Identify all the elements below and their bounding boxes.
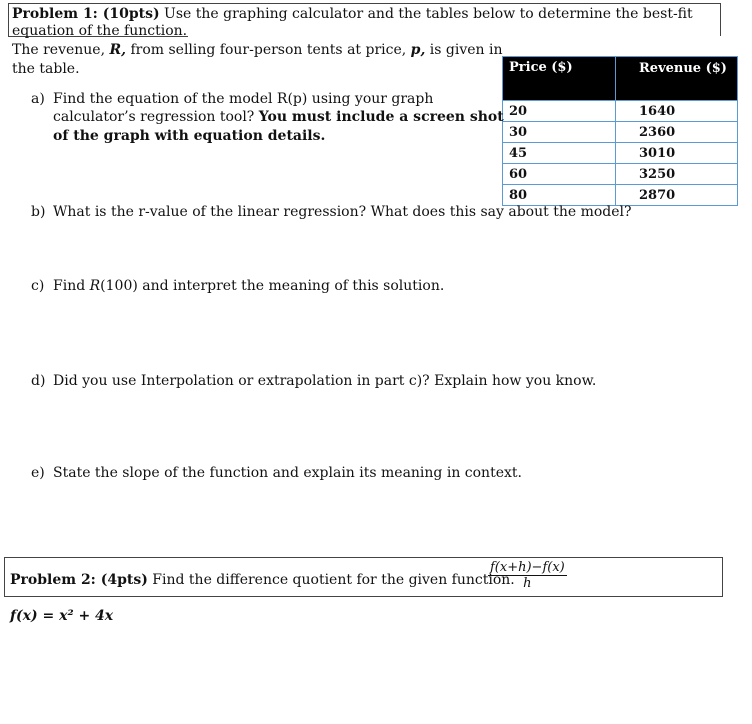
part-d-label: d) — [31, 373, 46, 389]
price-cell: 80 — [503, 185, 616, 206]
fraction-denominator: h — [523, 576, 532, 591]
part-b-text: What is the r-value of the linear regression? What does this say about the model? — [53, 204, 632, 220]
table-row — [503, 185, 738, 206]
part-c-text: Find R(100) and interpret the meaning of this solution. — [53, 278, 445, 294]
table-row — [503, 101, 738, 122]
part-a-line2: calculator’s regression tool? You must include a screen shot — [53, 109, 504, 125]
difference-quotient-fraction — [488, 560, 567, 591]
price-cell: 45 — [503, 143, 616, 164]
revenue-cell: 3250 — [616, 164, 738, 185]
revenue-cell: 2360 — [616, 122, 738, 143]
problem1-revenue-line2: the table. — [12, 61, 80, 77]
price-column-header: Price ($) — [503, 57, 616, 101]
revenue-column-header: Revenue ($) — [616, 57, 738, 101]
table-row — [503, 143, 738, 164]
problem2-heading: Problem 2: (4pts) — [10, 572, 148, 588]
part-c-label: c) — [31, 278, 45, 294]
problem1-heading: Problem 1: (10pts) — [12, 6, 160, 22]
part-b-label: b) — [31, 204, 46, 220]
part-a-label: a) — [31, 91, 45, 107]
part-a-line1: Find the equation of the model R(p) using your graph — [53, 91, 434, 107]
problem1-intro-line2: equation of the function. — [12, 23, 188, 39]
fraction-numerator: f(x+h)−f(x) — [490, 560, 565, 575]
problem1-intro-line1: Problem 1: (10pts) Use the graphing calculator and the tables below to determine the best-fit — [12, 6, 693, 22]
revenue-cell: 2870 — [616, 185, 738, 206]
part-e-text: State the slope of the function and explain its meaning in context. — [53, 465, 522, 481]
part-a-line3: of the graph with equation details. — [53, 128, 326, 144]
problem2-prompt: Problem 2: (4pts) Find the difference quotient for the given function. — [10, 572, 515, 588]
table-row — [503, 122, 738, 143]
revenue-cell: 1640 — [616, 101, 738, 122]
price-cell: 20 — [503, 101, 616, 122]
part-e-label: e) — [31, 465, 45, 481]
problem2-function: f(x) = x² + 4x — [10, 608, 114, 624]
price-cell: 60 — [503, 164, 616, 185]
price-revenue-table — [502, 56, 738, 206]
problem1-revenue-line1: The revenue, R, from selling four-person tents at price, p, is given in — [12, 42, 503, 58]
part-d-text: Did you use Interpolation or extrapolation in part c)? Explain how you know. — [53, 373, 597, 389]
revenue-cell: 3010 — [616, 143, 738, 164]
price-cell: 30 — [503, 122, 616, 143]
table-row — [503, 164, 738, 185]
table-header-row — [503, 57, 738, 101]
